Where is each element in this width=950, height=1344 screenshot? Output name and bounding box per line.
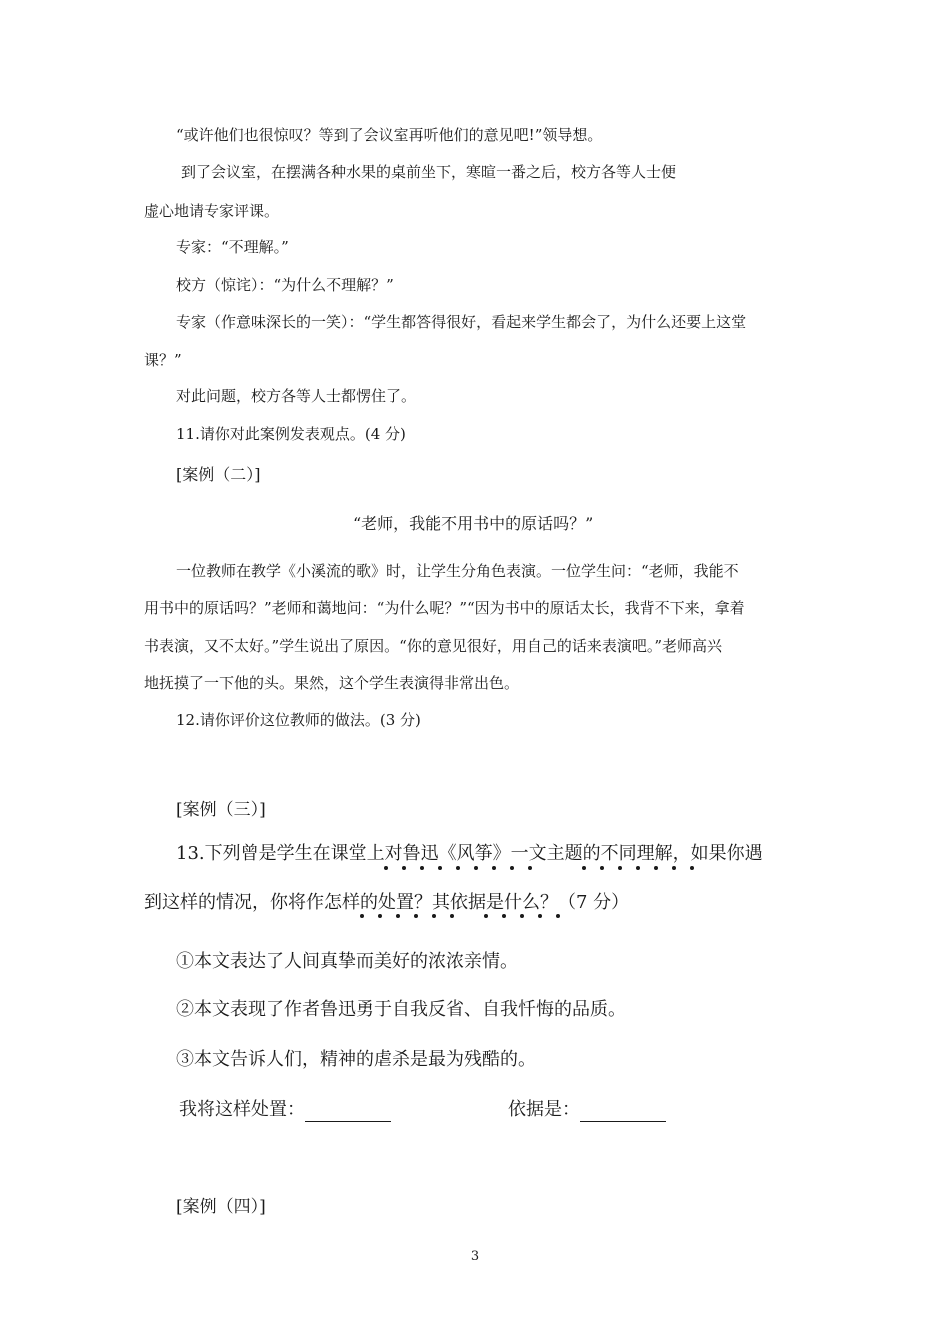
basis-blank[interactable] <box>580 1103 666 1122</box>
case3-heading: [案例（三）] <box>176 800 266 820</box>
answer-line <box>179 1098 391 1122</box>
case2-para-line-2: 用书中的原话吗？”老师和蔼地问：“为什么呢？”“因为书中的原话太长，我背不下来，拿着 <box>144 599 745 617</box>
case4-heading: [案例（四）] <box>176 1197 266 1217</box>
option-3: ③本文告诉人们，精神的虐杀是最为残酷的。 <box>176 1049 536 1070</box>
case2-para-line-3: 书表演，又不太好。”学生说出了原因。“你的意见很好，用自己的话来表演吧。”老师高兴 <box>144 637 723 655</box>
basis-label: 依据是： <box>508 1099 580 1120</box>
case2-para-line-4: 地抚摸了一下他的头。果然，这个学生表演得非常出色。 <box>144 674 520 692</box>
case1-line-7: 课？” <box>144 351 182 369</box>
question-11: 11.请你对此案例发表观点。(4 分) <box>176 425 406 443</box>
question-13-line-1: 13.下列曾是学生在课堂上对鲁迅《风筝》一文主题的不同理解，如果你遇 <box>176 843 763 864</box>
emphasis-dots-line-1 <box>0 866 950 872</box>
case1-line-1: “或许他们也很惊叹？等到了会议室再听他们的意见吧!”领导想。 <box>176 126 603 144</box>
case1-line-4: 专家：“不理解。” <box>176 238 289 256</box>
case2-title: “老师，我能不用书中的原话吗？” <box>353 514 594 533</box>
case1-line-6: 专家（作意味深长的一笑）：“学生都答得很好，看起来学生都会了，为什么还要上这堂 <box>176 313 747 331</box>
case1-line-3: 虚心地请专家评课。 <box>144 202 280 220</box>
answer-label: 我将这样处置： <box>179 1099 305 1120</box>
page-number: 3 <box>470 1249 480 1264</box>
question-12: 12.请你评价这位教师的做法。(3 分) <box>176 711 421 729</box>
option-1: ①本文表达了人间真挚而美好的浓浓亲情。 <box>176 951 518 972</box>
case1-line-8: 对此问题，校方各等人士都愣住了。 <box>176 387 417 405</box>
emphasis-dots-line-2 <box>0 914 950 920</box>
option-2: ②本文表现了作者鲁迅勇于自我反省、自我忏悔的品质。 <box>176 999 626 1020</box>
case2-para-line-1: 一位教师在教学《小溪流的歌》时，让学生分角色表演。一位学生问：“老师，我能不 <box>176 562 739 580</box>
answer-blank[interactable] <box>305 1103 391 1122</box>
case2-heading: [案例（二）] <box>176 465 261 484</box>
basis-line <box>508 1098 666 1122</box>
question-13-line-2: 到这样的情况，你将作怎样的处置？其依据是什么？（7 分） <box>144 892 630 913</box>
case1-line-5: 校方（惊诧）：“为什么不理解？” <box>176 276 394 294</box>
case1-line-2: 到了会议室，在摆满各种水果的桌前坐下，寒暄一番之后，校方各等人士便 <box>181 163 677 181</box>
